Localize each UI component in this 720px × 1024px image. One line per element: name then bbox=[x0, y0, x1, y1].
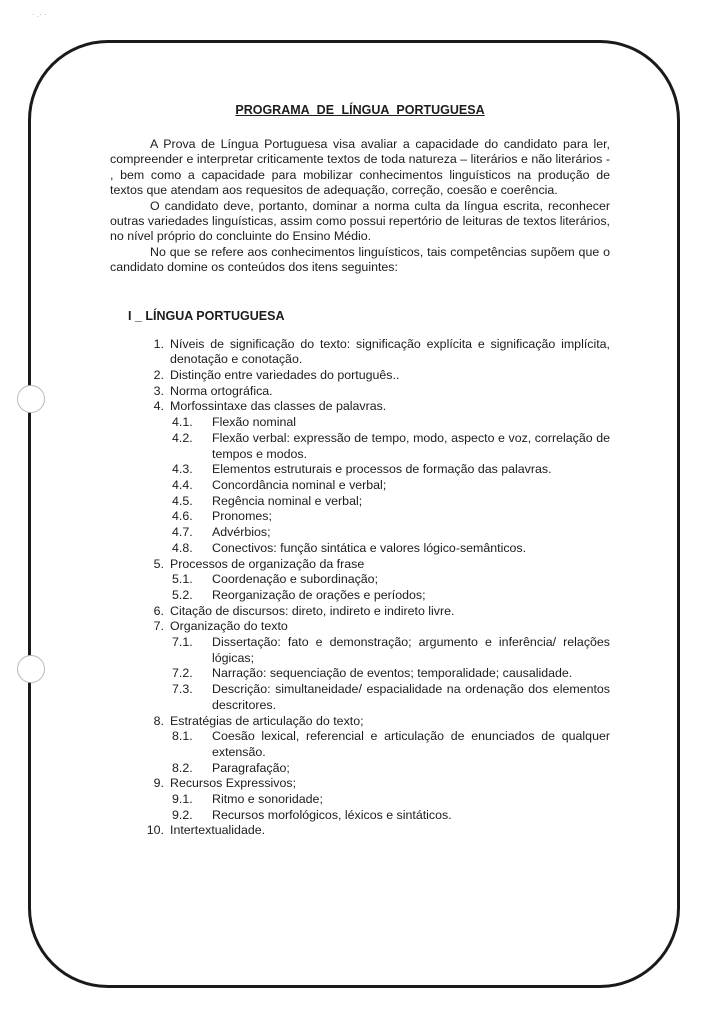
sub-list-item-text: Recursos morfológicos, léxicos e sintáticos. bbox=[212, 807, 452, 822]
sub-list-item-text: Reorganização de orações e períodos; bbox=[212, 587, 426, 602]
sub-list-item bbox=[172, 431, 610, 462]
sub-list-item-text: Coordenação e subordinação; bbox=[212, 572, 379, 587]
punch-hole-bottom bbox=[17, 655, 45, 683]
sub-list-item-number: 4.7. bbox=[172, 525, 193, 540]
sub-list-item-number: 8.1. bbox=[172, 729, 193, 744]
list-item-text: Norma ortográfica. bbox=[170, 383, 273, 398]
sub-list-item-number: 4.2. bbox=[172, 430, 193, 445]
sub-list-item-text: Paragrafação; bbox=[212, 760, 290, 775]
sub-list-item-number: 4.5. bbox=[172, 493, 193, 508]
list-item bbox=[146, 557, 610, 573]
sub-list-item-number: 4.6. bbox=[172, 509, 193, 524]
list-item-number: 3. bbox=[153, 383, 164, 398]
sub-list-item bbox=[172, 462, 610, 478]
sub-list-item bbox=[172, 525, 610, 541]
sub-list-item-number: 5.2. bbox=[172, 587, 193, 602]
list-item-number: 5. bbox=[153, 556, 164, 571]
sub-list-item bbox=[172, 792, 610, 808]
list-item bbox=[146, 619, 610, 635]
sub-list-item-text: Flexão verbal: expressão de tempo, modo, aspecto e voz, correlação de tempos e modos. bbox=[212, 430, 610, 461]
list-item-text: Citação de discursos: direto, indireto e indireto livre. bbox=[170, 603, 455, 618]
sub-list-item bbox=[172, 729, 610, 760]
intro-paragraph: O candidato deve, portanto, dominar a norma culta da língua escrita, reconhecer outras variedades linguísticas, assim como possui repertório de leituras de textos literários, no nível próprio do concluinte do Ensino Médio. bbox=[110, 198, 610, 244]
list-item bbox=[146, 714, 610, 730]
sub-list-item-text: Flexão nominal bbox=[212, 415, 297, 430]
list-item-number: 4. bbox=[153, 399, 164, 414]
sub-list-item bbox=[172, 509, 610, 525]
sub-list-item bbox=[172, 478, 610, 494]
list-item bbox=[146, 368, 610, 384]
sub-list-item-text: Pronomes; bbox=[212, 509, 272, 524]
punch-hole-top bbox=[17, 385, 45, 413]
section-heading: I _ LÍNGUA PORTUGUESA bbox=[128, 308, 285, 323]
sub-list-item bbox=[172, 588, 610, 604]
sub-list-item-text: Coesão lexical, referencial e articulação de enunciados de qualquer extensão. bbox=[212, 729, 610, 759]
sub-list-item bbox=[172, 682, 610, 713]
scan-specks: · .· · bbox=[32, 10, 47, 19]
list-item-number: 2. bbox=[153, 368, 164, 383]
sub-list-item-text: Dissertação: fato e demonstração; argumento e inferência/ relações lógicas; bbox=[212, 635, 610, 665]
list-item bbox=[146, 823, 610, 839]
list-item-text: Processos de organização da frase bbox=[170, 556, 365, 571]
sub-list-item bbox=[172, 666, 610, 682]
sub-list-item-text: Descrição: simultaneidade/ espacialidade na ordenação dos elementos descritores. bbox=[212, 682, 610, 712]
list-item-number: 8. bbox=[153, 713, 164, 728]
document-title: PROGRAMA DE LÍNGUA PORTUGUESA bbox=[235, 103, 485, 117]
list-item-text: Morfossintaxe das classes de palavras. bbox=[170, 399, 387, 414]
sub-list-item-text: Elementos estruturais e processos de formação das palavras. bbox=[212, 462, 552, 477]
sub-list-item-number: 7.2. bbox=[172, 666, 193, 681]
sub-list-item bbox=[172, 572, 610, 588]
sub-list-item-text: Advérbios; bbox=[212, 525, 271, 540]
list-item-text: Intertextualidade. bbox=[170, 823, 266, 838]
sub-list-item-text: Concordância nominal e verbal; bbox=[212, 477, 387, 492]
list-item-text: Distinção entre variedades do português.. bbox=[170, 368, 400, 383]
list-item bbox=[146, 337, 610, 368]
sub-list-item bbox=[172, 761, 610, 777]
intro-paragraph: No que se refere aos conhecimentos linguísticos, tais competências supõem que o candidato domine os conteúdos dos itens seguintes: bbox=[110, 244, 610, 275]
sub-list-item bbox=[172, 494, 610, 510]
document-body bbox=[110, 103, 610, 839]
sub-list-item-number: 9.2. bbox=[172, 807, 193, 822]
list-item-number: 10. bbox=[146, 823, 164, 838]
list-item-text: Estratégias de articulação do texto; bbox=[170, 713, 364, 728]
list-item bbox=[146, 384, 610, 400]
sub-list-item-number: 7.3. bbox=[172, 682, 193, 697]
sub-list-item bbox=[172, 635, 610, 666]
sub-list-item-number: 4.1. bbox=[172, 415, 193, 430]
sub-list-item-number: 8.2. bbox=[172, 760, 193, 775]
sub-list-item-text: Conectivos: função sintática e valores lógico-semânticos. bbox=[212, 540, 527, 555]
list-item bbox=[146, 604, 610, 620]
list-item-number: 6. bbox=[153, 603, 164, 618]
sub-list-item-text: Narração: sequenciação de eventos; temporalidade; causalidade. bbox=[212, 666, 573, 681]
list-item bbox=[146, 776, 610, 792]
sub-list-item bbox=[172, 808, 610, 824]
list-item bbox=[146, 399, 610, 415]
list-item-text: Recursos Expressivos; bbox=[170, 776, 297, 791]
list-item-text: Níveis de significação do texto: significação explícita e significação implícita, denotação e conotação. bbox=[170, 336, 610, 367]
sub-list-item-text: Regência nominal e verbal; bbox=[212, 493, 363, 508]
list-item-text: Organização do texto bbox=[170, 619, 288, 634]
sub-list-item bbox=[172, 415, 610, 431]
intro-paragraph: A Prova de Língua Portuguesa visa avaliar a capacidade do candidato para ler, compreender e interpretar criticamente textos de toda natureza – literários e não literários - , bem como a capacidade para mobilizar conhecimentos linguísticos na produção de textos que atendam aos requesitos de adequação, correção, coesão e coerência. bbox=[110, 137, 610, 198]
list-item-number: 7. bbox=[153, 619, 164, 634]
list-item-number: 1. bbox=[153, 336, 164, 351]
sub-list-item-number: 7.1. bbox=[172, 635, 193, 650]
sub-list-item-number: 9.1. bbox=[172, 792, 193, 807]
sub-list-item-number: 4.3. bbox=[172, 462, 193, 477]
list-item-number: 9. bbox=[153, 776, 164, 791]
sub-list-item-number: 5.1. bbox=[172, 572, 193, 587]
sub-list-item-text: Ritmo e sonoridade; bbox=[212, 792, 323, 807]
topic-list bbox=[110, 337, 610, 840]
sub-list-item-number: 4.4. bbox=[172, 477, 193, 492]
sub-list-item-number: 4.8. bbox=[172, 540, 193, 555]
intro-text bbox=[110, 137, 610, 276]
sub-list-item bbox=[172, 541, 610, 557]
